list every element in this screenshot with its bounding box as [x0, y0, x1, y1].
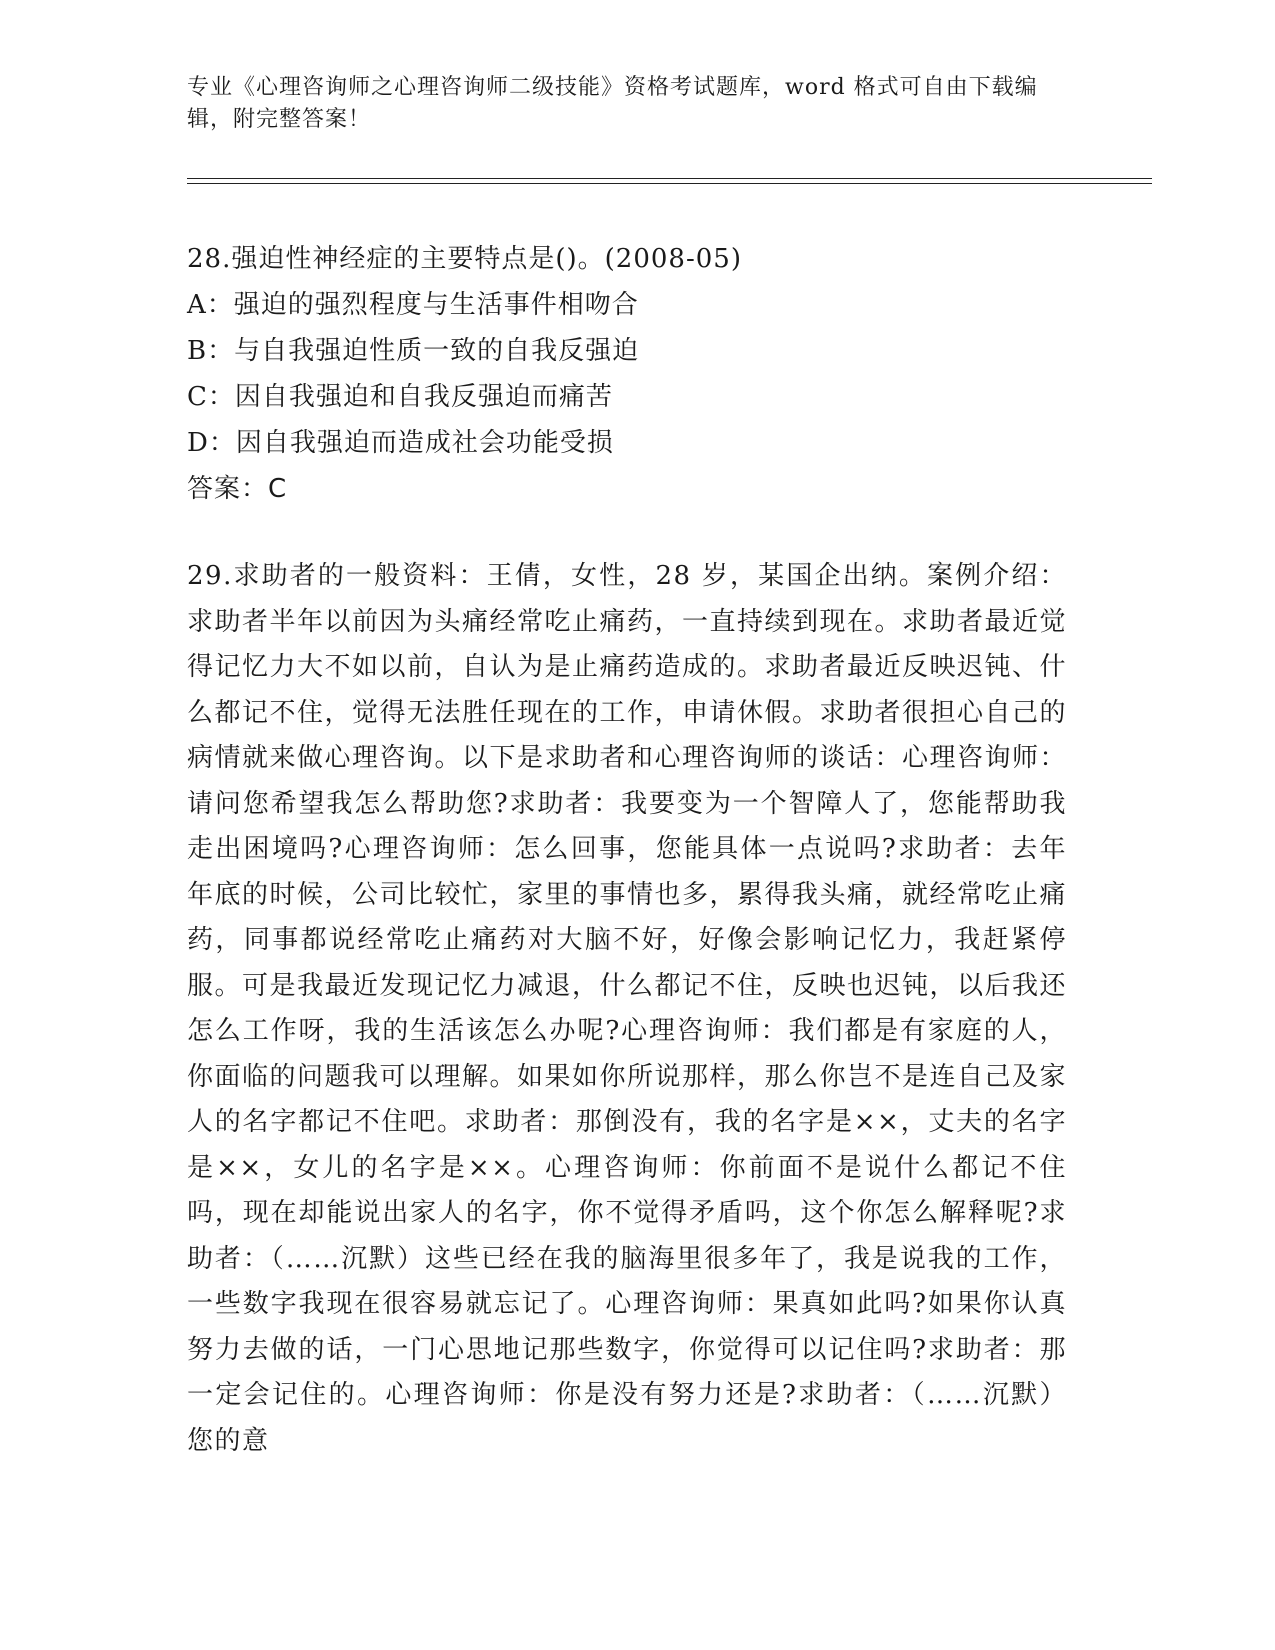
- question-stem: 28.强迫性神经症的主要特点是()。(2008-05): [187, 244, 742, 274]
- question-29: 29.求助者的一般资料：王倩，女性，28 岁，某国企出纳。案例介绍：求助者半年以前因为头痛经常吃止痛药，一直持续到现在。求助者最近觉得记忆力大不如以前，自认为是止痛药造成的。求助者最近反映迟钝、什么都记不住，觉得无法胜任现在的工作，申请休假。求助者很担心自己的病情就来做心理咨询。以下是求助者和心理咨询师的谈话：心理咨询师：请问您希望我怎么帮助您?求助者：我要变为一个智障人了，您能帮助我走出困境吗?心理咨询师：怎么回事，您能具体一点说吗?求助者：去年年底的时候，公司比较忙，家里的事情也多，累得我头痛，就经常吃止痛药，同事都说经常吃止痛药对大脑不好，好像会影响记忆力，我赶紧停服。可是我最近发现记忆力减退，什么都记不住，反映也迟钝，以后我还怎么工作呀，我的生活该怎么办呢?心理咨询师：我们都是有家庭的人，你面临的问题我可以理解。如果如你所说那样，那么你岂不是连自己及家人的名字都记不住吧。求助者：那倒没有，我的名字是××，丈夫的名字是××，女儿的名字是××。心理咨询师：你前面不是说什么都记不住吗，现在却能说出家人的名字，你不觉得矛盾吗，这个你怎么解释呢?求助者：（……沉默）这些已经在我的脑海里很多年了，我是说我的工作，一些数字我现在很容易就忘记了。心理咨询师：果真如此吗?如果你认真努力去做的话，一门心思地记那些数字，你觉得可以记住吗?求助者：那一定会记住的。心理咨询师：你是没有努力还是?求助者：（……沉默）您的意: [187, 561, 1068, 1456]
- header-divider-bottom: [187, 183, 1152, 184]
- question-28: [187, 236, 1087, 512]
- option-a: A：强迫的强烈程度与生活事件相吻合: [187, 290, 639, 320]
- option-b: B：与自我强迫性质一致的自我反强迫: [187, 336, 640, 366]
- document-header: 专业《心理咨询师之心理咨询师二级技能》资格考试题库，word 格式可自由下载编辑，附完整答案！: [187, 75, 1038, 132]
- answer: 答案：C: [187, 474, 288, 504]
- option-d: D：因自我强迫而造成社会功能受损: [187, 428, 614, 458]
- option-c: C：因自我强迫和自我反强迫而痛苦: [187, 382, 613, 412]
- header-divider-top: [187, 178, 1152, 179]
